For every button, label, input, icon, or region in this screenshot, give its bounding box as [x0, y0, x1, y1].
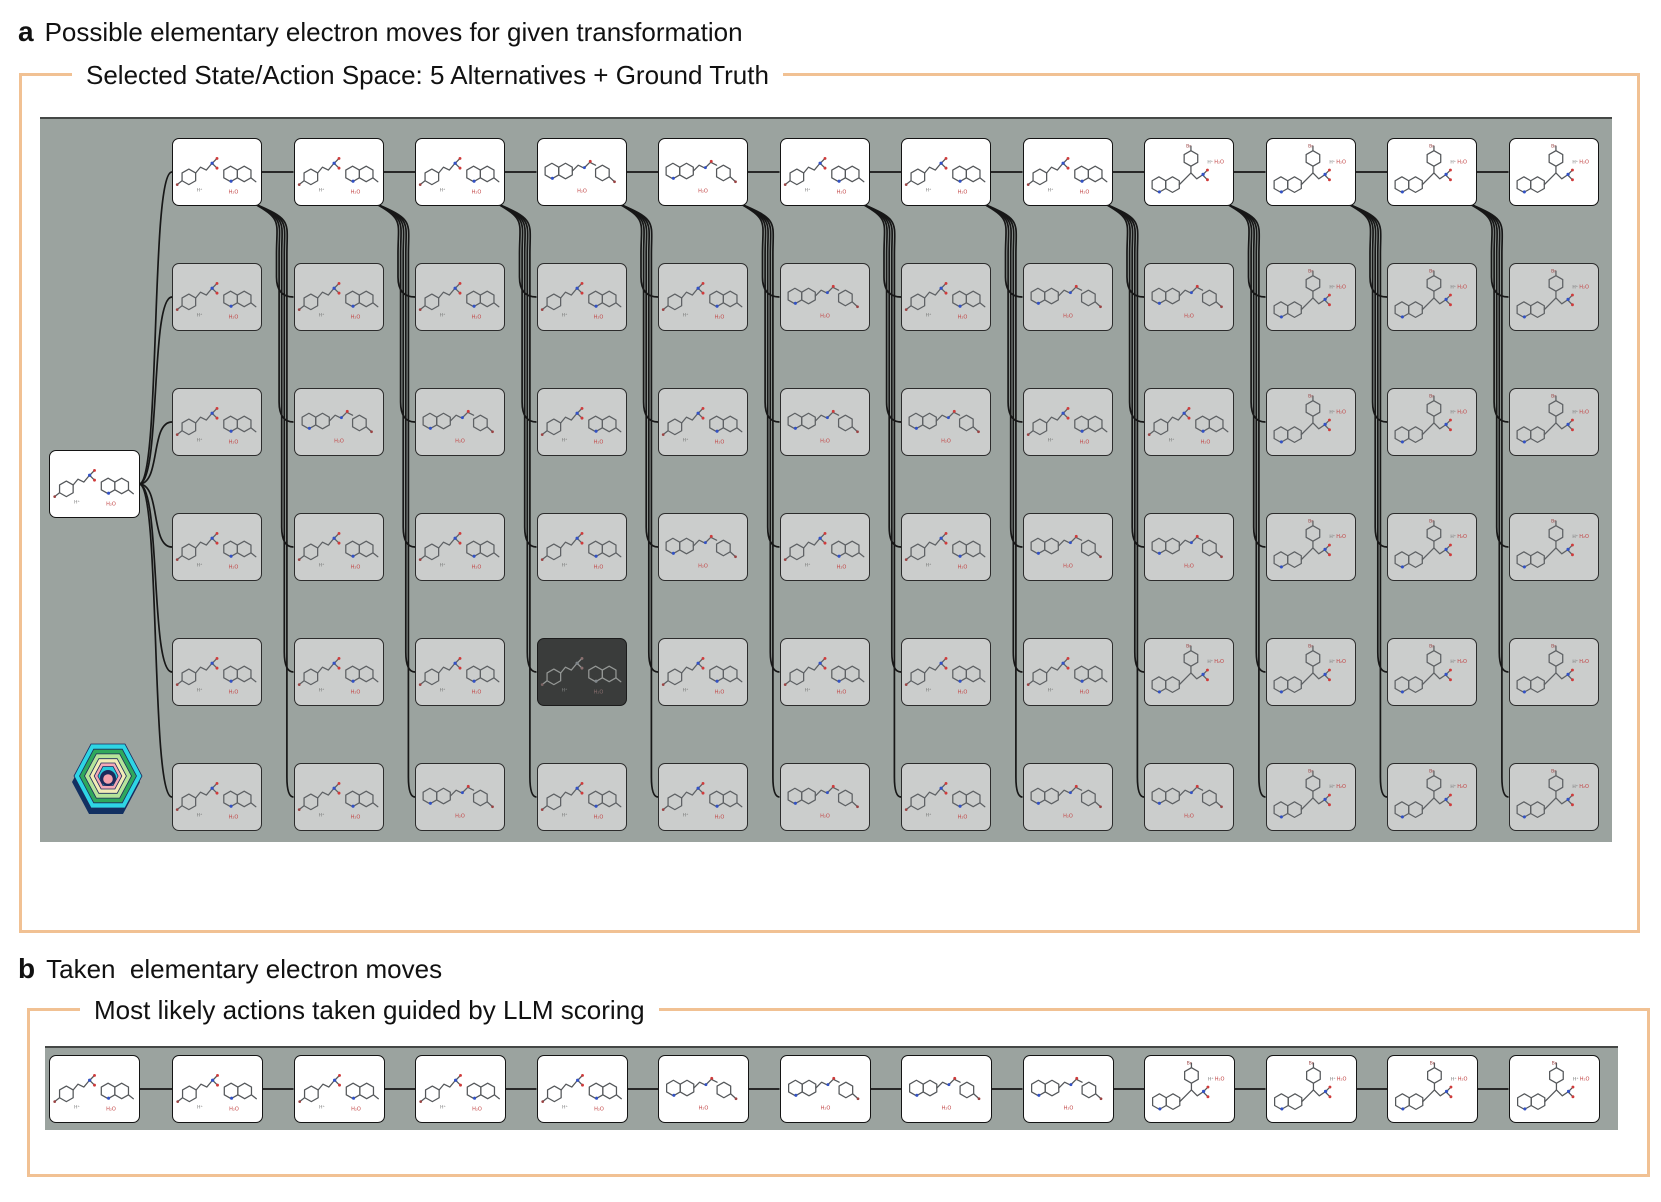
molecule-drawing — [295, 139, 383, 205]
molecule-drawing — [1024, 764, 1112, 830]
molecule-drawing — [1388, 1056, 1477, 1122]
molecule-card — [901, 638, 991, 706]
molecule-drawing — [1510, 764, 1598, 830]
taken-step-card — [415, 1055, 506, 1123]
molecule-card — [1387, 388, 1477, 456]
molecule-card — [537, 263, 627, 331]
molecule-card — [1387, 513, 1477, 581]
molecule-card — [1266, 263, 1356, 331]
molecule-drawing — [1267, 139, 1355, 205]
molecule-card — [658, 513, 748, 581]
molecule-drawing — [173, 264, 261, 330]
molecule-card — [294, 763, 384, 831]
ground-truth-card — [415, 138, 505, 206]
molecule-card — [1144, 263, 1234, 331]
molecule-card — [1144, 513, 1234, 581]
molecule-drawing — [1267, 1056, 1356, 1122]
molecule-card — [1266, 763, 1356, 831]
molecule-drawing — [1267, 264, 1355, 330]
molecule-drawing — [1145, 639, 1233, 705]
molecule-drawing — [659, 639, 747, 705]
molecule-card — [1387, 638, 1477, 706]
molecule-drawing — [1145, 264, 1233, 330]
molecule-drawing — [1388, 639, 1476, 705]
taken-step-card — [294, 1055, 385, 1123]
molecule-drawing — [1024, 514, 1112, 580]
molecule-card — [1266, 513, 1356, 581]
molecule-card — [658, 263, 748, 331]
taken-step-card — [1023, 1055, 1114, 1123]
molecule-card — [1509, 763, 1599, 831]
molecule-drawing — [659, 764, 747, 830]
molecule-drawing — [1388, 264, 1476, 330]
molecule-drawing — [416, 264, 504, 330]
molecule-card — [537, 388, 627, 456]
molecule-drawing — [1267, 639, 1355, 705]
molecule-drawing — [416, 639, 504, 705]
molecule-drawing — [173, 639, 261, 705]
molecule-drawing — [295, 389, 383, 455]
molecule-card — [294, 263, 384, 331]
panel-b-box-label: Most likely actions taken guided by LLM scoring — [80, 991, 659, 1029]
taken-step-card — [1387, 1055, 1478, 1123]
molecule-drawing — [50, 1056, 139, 1122]
ground-truth-card — [1266, 138, 1356, 206]
molecule-drawing — [416, 389, 504, 455]
molecule-card — [294, 388, 384, 456]
molecule-drawing — [659, 264, 747, 330]
molecule-drawing — [1510, 639, 1598, 705]
molecule-drawing — [1024, 389, 1112, 455]
molecule-drawing — [1510, 389, 1598, 455]
hexagon-logo — [70, 734, 146, 822]
molecule-drawing — [295, 639, 383, 705]
molecule-card — [1387, 763, 1477, 831]
molecule-drawing — [1267, 764, 1355, 830]
molecule-card — [415, 763, 505, 831]
molecule-drawing — [538, 514, 626, 580]
molecule-drawing — [781, 1056, 870, 1122]
molecule-card — [415, 638, 505, 706]
molecule-drawing — [1024, 1056, 1113, 1122]
ground-truth-card — [1387, 138, 1477, 206]
molecule-card — [172, 388, 262, 456]
molecule-card — [658, 388, 748, 456]
taken-step-card — [537, 1055, 628, 1123]
ground-truth-card — [1144, 138, 1234, 206]
molecule-drawing — [295, 264, 383, 330]
molecule-drawing — [1388, 389, 1476, 455]
molecule-card — [537, 513, 627, 581]
molecule-card — [901, 513, 991, 581]
molecule-drawing — [1145, 389, 1233, 455]
molecule-drawing — [902, 639, 990, 705]
molecule-card — [780, 263, 870, 331]
molecule-card — [780, 763, 870, 831]
ground-truth-card — [294, 138, 384, 206]
molecule-card — [172, 763, 262, 831]
molecule-card — [1509, 638, 1599, 706]
molecule-drawing — [295, 514, 383, 580]
molecule-drawing — [1145, 1056, 1234, 1122]
molecule-drawing — [538, 1056, 627, 1122]
molecule-drawing — [781, 514, 869, 580]
molecule-drawing — [1145, 764, 1233, 830]
molecule-drawing — [902, 139, 990, 205]
molecule-drawing — [538, 264, 626, 330]
molecule-drawing — [902, 1056, 991, 1122]
molecule-drawing — [538, 764, 626, 830]
molecule-card — [780, 513, 870, 581]
molecule-card — [415, 263, 505, 331]
molecule-drawing — [416, 514, 504, 580]
molecule-card — [294, 513, 384, 581]
ground-truth-card — [1023, 138, 1113, 206]
molecule-drawing — [1388, 764, 1476, 830]
molecule-card — [901, 763, 991, 831]
ground-truth-card — [537, 138, 627, 206]
molecule-drawing — [1510, 514, 1598, 580]
molecule-card — [658, 638, 748, 706]
molecule-drawing — [295, 1056, 384, 1122]
molecule-drawing — [659, 514, 747, 580]
molecule-drawing — [902, 764, 990, 830]
molecule-drawing — [1510, 1056, 1599, 1122]
panel-b-title-row — [18, 953, 442, 985]
molecule-drawing — [1267, 514, 1355, 580]
molecule-drawing — [659, 1056, 748, 1122]
molecule-card — [1509, 388, 1599, 456]
molecule-drawing — [50, 451, 139, 517]
molecule-card — [415, 388, 505, 456]
molecule-card — [1144, 763, 1234, 831]
panel-b-title: Taken elementary electron moves — [46, 954, 443, 984]
molecule-drawing — [538, 639, 626, 705]
highlighted-card — [537, 638, 627, 706]
molecule-card — [1509, 513, 1599, 581]
molecule-card — [1023, 388, 1113, 456]
molecule-card — [537, 763, 627, 831]
molecule-drawing — [781, 139, 869, 205]
molecule-drawing — [1388, 139, 1476, 205]
molecule-drawing — [1024, 139, 1112, 205]
panel-a-title-row — [18, 16, 743, 48]
ground-truth-card — [780, 138, 870, 206]
molecule-drawing — [1510, 264, 1598, 330]
molecule-drawing — [902, 389, 990, 455]
molecule-drawing — [173, 514, 261, 580]
molecule-card — [901, 263, 991, 331]
molecule-card — [172, 263, 262, 331]
taken-step-card — [1144, 1055, 1235, 1123]
molecule-card — [780, 638, 870, 706]
ground-truth-card — [1509, 138, 1599, 206]
molecule-card — [172, 513, 262, 581]
molecule-card — [415, 513, 505, 581]
taken-step-card — [1266, 1055, 1357, 1123]
molecule-card — [780, 388, 870, 456]
ground-truth-card — [658, 138, 748, 206]
molecule-card — [1266, 638, 1356, 706]
molecule-drawing — [173, 764, 261, 830]
root-state-card — [49, 450, 140, 518]
molecule-card — [1266, 388, 1356, 456]
molecule-drawing — [416, 139, 504, 205]
molecule-drawing — [538, 139, 626, 205]
molecule-drawing — [1267, 389, 1355, 455]
taken-step-card — [172, 1055, 263, 1123]
molecule-drawing — [1510, 139, 1598, 205]
molecule-drawing — [1145, 139, 1233, 205]
molecule-card — [1023, 638, 1113, 706]
ground-truth-card — [172, 138, 262, 206]
panel-a-title: Possible elementary electron moves for given transformation — [44, 17, 743, 47]
molecule-card — [1144, 638, 1234, 706]
panel-a-box-label: Selected State/Action Space: 5 Alternatives + Ground Truth — [72, 56, 783, 94]
taken-step-card — [658, 1055, 749, 1123]
molecule-drawing — [173, 1056, 262, 1122]
molecule-card — [172, 638, 262, 706]
molecule-drawing — [173, 139, 261, 205]
molecule-drawing — [781, 764, 869, 830]
taken-step-card — [780, 1055, 871, 1123]
molecule-drawing — [659, 139, 747, 205]
panel-b-letter: b — [18, 953, 36, 984]
molecule-drawing — [538, 389, 626, 455]
molecule-card — [294, 638, 384, 706]
molecule-card — [1023, 263, 1113, 331]
molecule-drawing — [1388, 514, 1476, 580]
molecule-drawing — [416, 764, 504, 830]
panel-a-letter: a — [18, 16, 34, 47]
molecule-drawing — [902, 514, 990, 580]
state-action-grid-panel — [40, 117, 1612, 842]
molecule-card — [1023, 763, 1113, 831]
molecule-drawing — [659, 389, 747, 455]
molecule-drawing — [416, 1056, 505, 1122]
taken-step-card — [1509, 1055, 1600, 1123]
molecule-drawing — [1145, 514, 1233, 580]
molecule-card — [1144, 388, 1234, 456]
molecule-card — [901, 388, 991, 456]
taken-step-card — [49, 1055, 140, 1123]
molecule-drawing — [902, 264, 990, 330]
molecule-card — [1387, 263, 1477, 331]
molecule-card — [1509, 263, 1599, 331]
molecule-drawing — [781, 264, 869, 330]
molecule-card — [1023, 513, 1113, 581]
molecule-drawing — [781, 639, 869, 705]
ground-truth-card — [901, 138, 991, 206]
molecule-drawing — [295, 764, 383, 830]
molecule-drawing — [1024, 639, 1112, 705]
taken-step-card — [901, 1055, 992, 1123]
molecule-card — [658, 763, 748, 831]
molecule-drawing — [1024, 264, 1112, 330]
molecule-drawing — [173, 389, 261, 455]
molecule-drawing — [781, 389, 869, 455]
